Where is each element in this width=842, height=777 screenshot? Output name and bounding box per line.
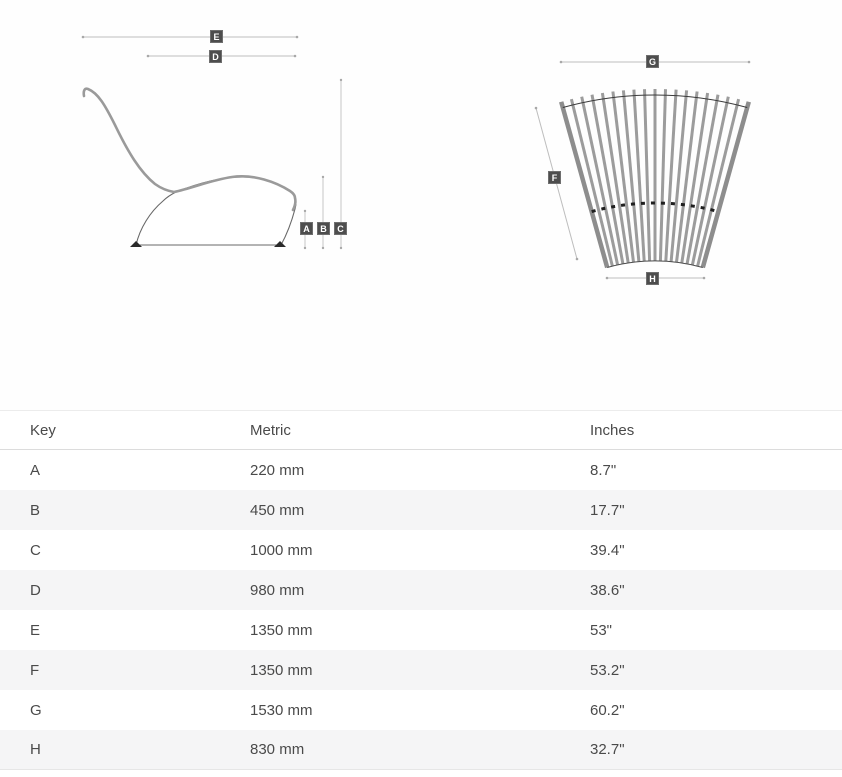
side-view-drawing: [82, 36, 343, 250]
dim-label-h: H: [646, 272, 659, 285]
dim-label-c: C: [334, 222, 347, 235]
cell-inches: 53": [590, 621, 613, 639]
cell-inches: 60.2": [590, 701, 625, 719]
cell-metric: 980 mm: [250, 581, 305, 599]
cell-metric: 220 mm: [250, 461, 305, 479]
table-row: [0, 490, 842, 530]
cell-metric: 1350 mm: [250, 621, 313, 639]
cell-metric: 1350 mm: [250, 661, 313, 679]
col-header-metric: Metric: [250, 421, 291, 439]
cell-key: B: [30, 501, 41, 519]
table-header-row: [0, 410, 842, 450]
cell-key: E: [30, 621, 41, 639]
cell-key: A: [30, 461, 41, 479]
dimensions-table: [0, 410, 842, 770]
table-row: [0, 530, 842, 570]
cell-key: G: [30, 701, 42, 719]
col-header-key: Key: [30, 421, 56, 439]
cell-inches: 53.2": [590, 661, 625, 679]
cell-metric: 1000 mm: [250, 541, 313, 559]
cell-inches: 32.7": [590, 741, 625, 758]
table-row: [0, 690, 842, 730]
table-row: [0, 730, 842, 770]
dim-label-e: E: [210, 30, 223, 43]
dim-label-g: G: [646, 55, 659, 68]
cell-inches: 17.7": [590, 501, 625, 519]
cell-metric: 450 mm: [250, 501, 305, 519]
table-row: [0, 610, 842, 650]
dim-label-d: D: [209, 50, 222, 63]
cell-key: H: [30, 741, 41, 758]
cell-inches: 38.6": [590, 581, 625, 599]
table-row: [0, 650, 842, 690]
cell-inches: 39.4": [590, 541, 625, 559]
cell-key: C: [30, 541, 41, 559]
col-header-inches: Inches: [590, 421, 635, 439]
dim-label-b: B: [317, 222, 330, 235]
cell-key: D: [30, 581, 41, 599]
fan-slats: [561, 89, 749, 268]
cell-key: F: [30, 661, 40, 679]
table-row: [0, 570, 842, 610]
cell-metric: 1530 mm: [250, 701, 313, 719]
table-row: [0, 450, 842, 490]
dim-label-a: A: [300, 222, 313, 235]
cell-inches: 8.7": [590, 461, 617, 479]
cell-metric: 830 mm: [250, 741, 305, 758]
dim-label-f: F: [548, 171, 561, 184]
top-view-drawing: [535, 61, 751, 280]
